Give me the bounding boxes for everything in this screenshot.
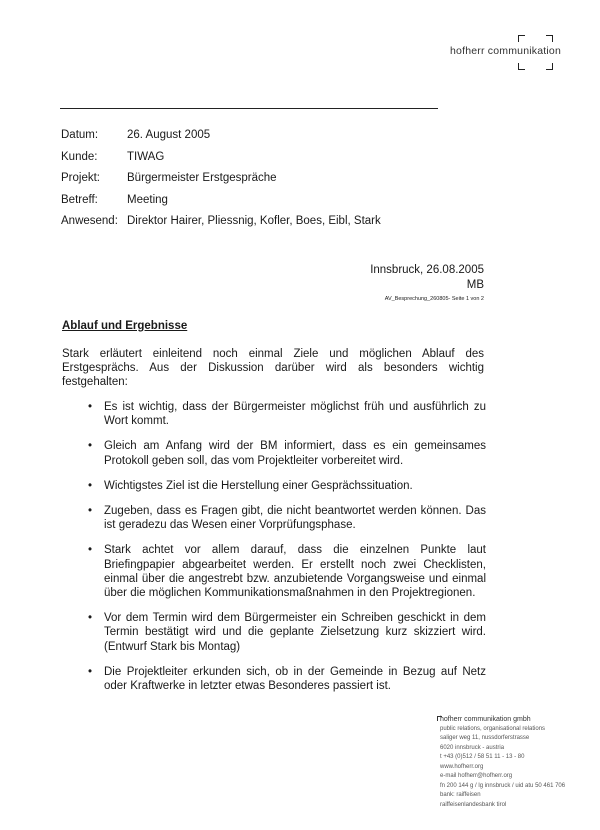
footer-line: t +43 (0)512 / 58 51 11 - 13 - 80 (440, 754, 525, 760)
meta-label: Anwesend: (61, 215, 118, 227)
place-date: Innsbruck, 26.08.2005 (370, 264, 484, 276)
meta-value: Direktor Hairer, Pliessnig, Kofler, Boes, Eibl, Stark (127, 215, 381, 227)
logo-corner-bottom-left (518, 63, 525, 70)
list-item-text: Vor dem Termin wird dem Bürgermeister ein Schreiben geschickt in dem Termin bestätigt wird und die geplante Zielsetzung kurz skizziert wird. (Entwurf Stark bis Montag) (104, 612, 486, 653)
footer-company-name: hofherr communikation gmbh (440, 716, 531, 723)
author-initials: MB (466, 279, 484, 291)
list-item-text: Gleich am Anfang wird der BM informiert, dass es ein gemeinsames Protokoll geben soll, das vom Projektleiter vorbereitet wird. (104, 440, 486, 467)
meta-label: Kunde: (61, 150, 98, 163)
list-item (88, 611, 486, 654)
meta-value: 26. August 2005 (127, 129, 211, 141)
document-reference: AV_Besprechung_260805- Seite 1 von 2 (384, 296, 484, 302)
footer-line: www.hofherr.org (440, 763, 484, 770)
footer-corner-mark (437, 716, 442, 721)
company-footer (440, 715, 580, 810)
list-item-text: Die Projektleiter erkunden sich, ob in der Gemeinde in Bezug auf Netz oder Kraftwerke in letzter etwas Besonderes passiert ist. (104, 665, 486, 693)
company-logo (448, 33, 570, 71)
list-item (88, 400, 486, 428)
bullet-icon: • (88, 440, 93, 453)
bullet-icon: • (88, 544, 93, 557)
list-item (88, 504, 486, 532)
meta-label: Datum: (61, 129, 99, 141)
meta-value: Bürgermeister Erstgespräche (127, 172, 277, 184)
list-item-text: Wichtigstes Ziel ist die Herstellung einer Gesprächssituation. (104, 479, 413, 492)
meta-label: Betreff: (61, 193, 98, 206)
bullet-icon: • (88, 479, 93, 492)
bullet-icon: • (88, 612, 93, 625)
logo-corner-top-right (546, 35, 553, 42)
list-item-text: Es ist wichtig, dass der Bürgermeister möglichst früh und ausführlich zu Wort kommt. (104, 401, 486, 428)
list-item (88, 439, 486, 467)
meta-label: Projekt: (61, 172, 100, 184)
list-item-text: Stark achtet vor allem darauf, dass die einzelnen Punkte laut Briefingpapier abgearbeitet werden. Er erstellt noch zwei Checklisten, einmal über die angestrebt bzw. anzubietende Vorgangsweise und einmal über die möglichen Kommunikationsmaßnahmen in den Projektregionen. (104, 544, 486, 600)
logo-corner-bottom-right (546, 63, 553, 70)
bullet-icon: • (88, 665, 93, 678)
footer-line: fn 200 144 g / lg innsbruck / uid atu 50 461 706 (440, 782, 566, 789)
meta-value: TIWAG (127, 150, 165, 163)
footer-line: e-mail hofherr@hofherr.org (440, 773, 513, 779)
bullet-icon: • (88, 505, 93, 518)
list-item (88, 543, 486, 600)
footer-line: bank: raiffeisen (440, 792, 481, 798)
intro-paragraph: Stark erläutert einleitend noch einmal Ziele und möglichen Ablauf des Erstgesprächs. Aus der Diskussion darüber wird als besonders wichtig festgehalten: (62, 348, 484, 389)
logo-text: hofherr communikation (450, 45, 561, 57)
footer-line: public relations, organisational relations (440, 725, 546, 732)
footer-line: raiffeisenlandesbank tirol (440, 801, 507, 808)
bullet-icon: • (88, 401, 93, 413)
list-item (88, 665, 486, 693)
list-item-text: Zugeben, dass es Fragen gibt, die nicht beantwortet werden können. Das ist geradezu das Wesen einer Vorprüfungsphase. (104, 505, 486, 532)
place-date-block (370, 263, 484, 303)
footer-line: 6020 innsbruck - austria (440, 744, 505, 751)
list-item (88, 479, 486, 493)
section-heading: Ablauf und Ergebnisse (62, 320, 188, 332)
bullet-list (88, 400, 486, 704)
footer-line: saliger weg 11, nussdorferstrasse (440, 735, 530, 741)
meta-value: Meeting (127, 193, 168, 206)
header-rule (60, 108, 438, 109)
logo-corner-top-left (518, 35, 525, 42)
